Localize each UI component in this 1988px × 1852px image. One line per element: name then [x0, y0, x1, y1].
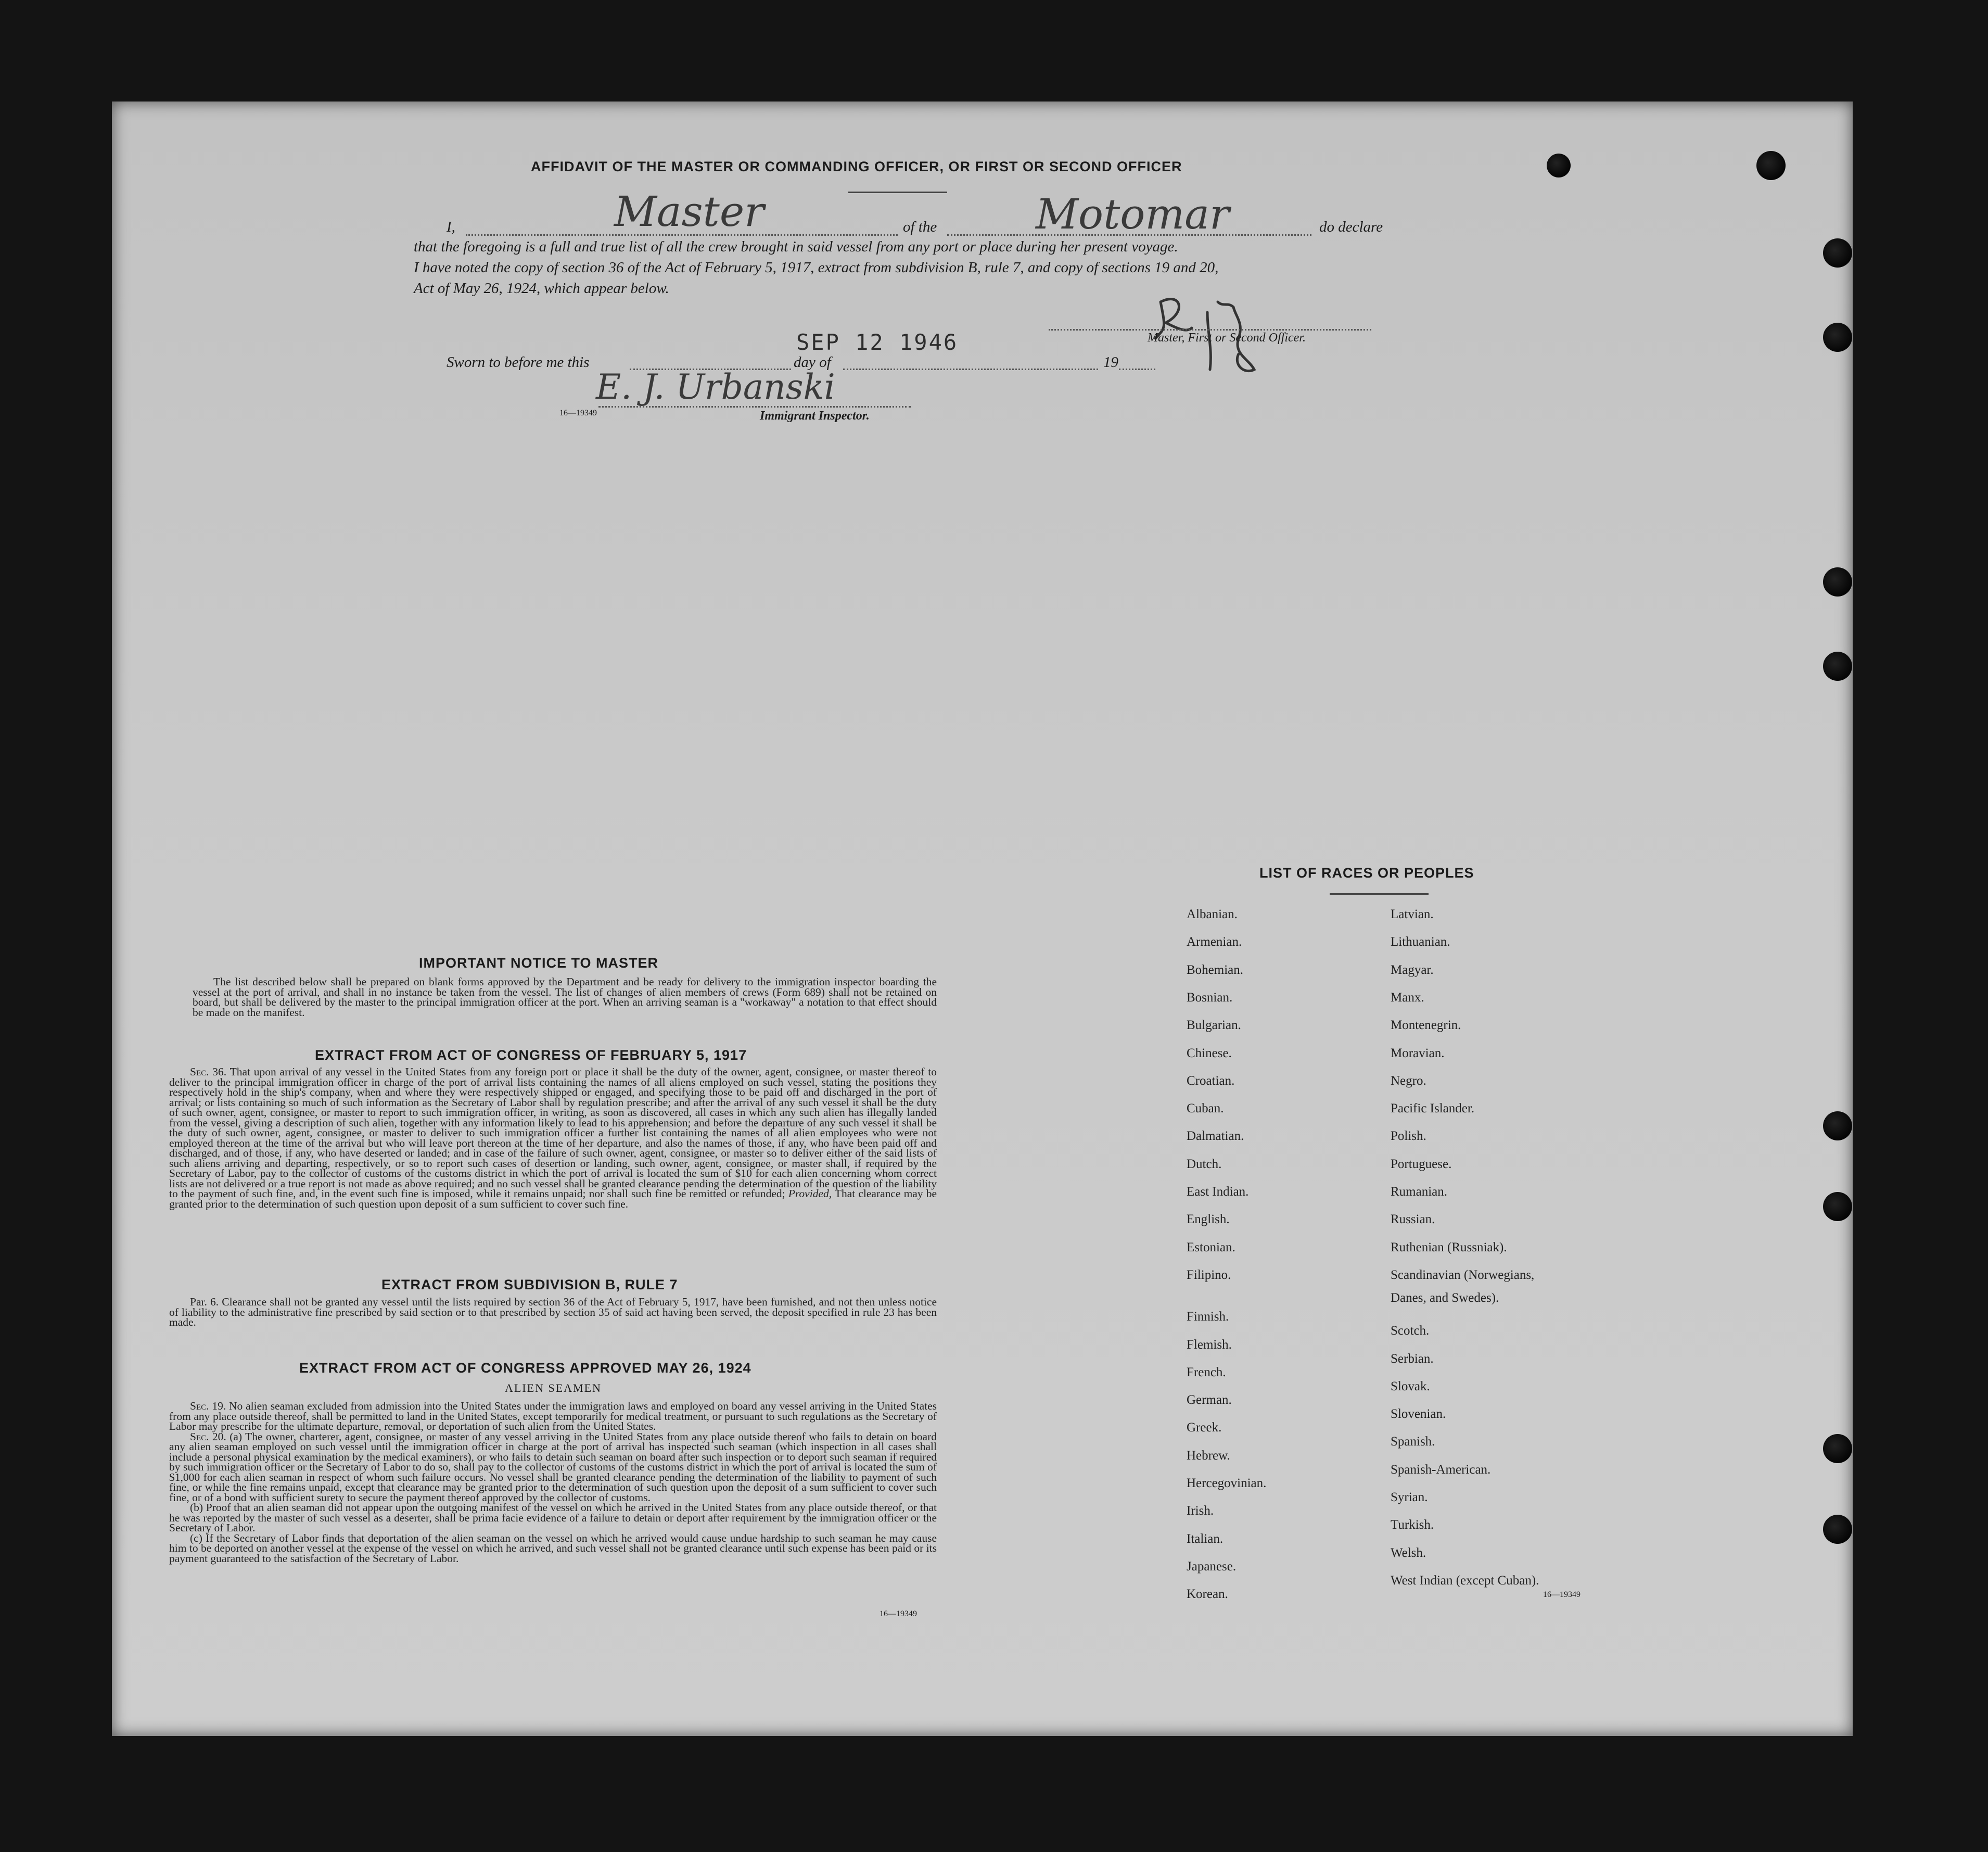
- handwritten-rank: Master: [614, 187, 764, 236]
- form-number-bottom: 16—19349: [880, 1609, 917, 1618]
- race-item: Estonian.: [1187, 1240, 1235, 1254]
- sworn-year-blank: [1119, 369, 1155, 370]
- binder-hole: [1547, 154, 1571, 177]
- race-item: Irish.: [1187, 1504, 1214, 1518]
- race-item: Spanish-American.: [1391, 1462, 1491, 1477]
- race-item: Chinese.: [1187, 1046, 1232, 1060]
- race-item: Scotch.: [1391, 1324, 1430, 1338]
- sec20a-paragraph: [169, 1432, 937, 1503]
- sworn-month-blank: [843, 369, 1098, 370]
- sec20b-paragraph: (b) Proof that an alien seaman did not appear upon the outgoing manifest of the vessel on which he arrived in the United States from any place outside thereof, or that he was reported by the master of such vessel as a deserter, shall be prima facie evidence of a failure to detain or deport after requirement by the immigration officer or the Secretary of Labor.: [169, 1501, 937, 1534]
- race-item: Finnish.: [1187, 1310, 1229, 1324]
- race-item: Moravian.: [1391, 1046, 1445, 1060]
- handwritten-vessel: Motomar: [1036, 190, 1230, 238]
- race-item: Japanese.: [1187, 1559, 1237, 1574]
- race-item: Flemish.: [1187, 1337, 1232, 1352]
- binder-hole: [1823, 567, 1852, 597]
- race-item: Polish.: [1391, 1129, 1426, 1144]
- notice-text: [193, 977, 937, 1018]
- binder-hole: [1756, 151, 1786, 180]
- extract-1917-title: EXTRACT FROM ACT OF CONGRESS OF FEBRUARY 5, 1917: [315, 1047, 747, 1063]
- affidavit-line1-prefix: I,: [447, 219, 455, 235]
- race-item: Cuban.: [1187, 1101, 1224, 1116]
- inspector-caption: Immigrant Inspector.: [760, 409, 870, 423]
- signature-line: [1049, 329, 1371, 331]
- affidavit-title: AFFIDAVIT OF THE MASTER OR COMMANDING OFFICER, OR FIRST OR SECOND OFFICER: [531, 159, 1182, 174]
- sworn-year: 19: [1103, 354, 1118, 371]
- race-item: Pacific Islander.: [1391, 1101, 1475, 1116]
- affidavit-line3: I have noted the copy of section 36 of the Act of February 5, 1917, extract from subdivision B, rule 7, and copy of sections 19 and 20,: [414, 259, 1219, 276]
- race-item: Armenian.: [1187, 935, 1242, 949]
- race-item: Croatian.: [1187, 1073, 1235, 1088]
- race-item: Scandinavian (Norwegians,: [1391, 1267, 1535, 1282]
- extract-1924-text: [169, 1401, 937, 1564]
- subdivision-text: [169, 1297, 937, 1328]
- race-item: Bosnian.: [1187, 990, 1233, 1005]
- sec20a-text: (a) The owner, charterer, agent, consignee, or master of any vessel arriving in the United States from any place outside thereof who fails to detain on board any alien seaman employed on such vessel until the immigration officer in charge at the port of arrival has inspected such seaman (which inspection in all cases shall include a personal physical examination by the medical examiners), or who fails to detain such seaman on board after such inspection or to deport such seaman if required by such immigration officer or the Secretary of Labor to do so, shall pay to the collector of customs of the customs district in which the port of arrival is located the sum of $1,000 for each alien seaman in respect of whom such failure occurs. No vessel shall be granted clearance pending the determination of the liability to payment of such fine, or while the fine remains unpaid, except that clearance may be granted prior to the determination of such question upon the deposit of a sum sufficient to cover such fine, or of a bond with sufficient surety to secure the payment thereof approved by the collector of customs.: [169, 1430, 937, 1504]
- race-item: Portuguese.: [1391, 1157, 1452, 1171]
- race-item: West Indian (except Cuban).: [1391, 1573, 1539, 1588]
- race-item: Italian.: [1187, 1531, 1224, 1546]
- binder-hole: [1823, 1192, 1852, 1221]
- binder-hole: [1823, 652, 1852, 681]
- alien-seamen-subtitle: ALIEN SEAMEN: [505, 1381, 602, 1394]
- race-item: Syrian.: [1391, 1490, 1428, 1504]
- affidavit-line1-suffix: do declare: [1319, 219, 1383, 235]
- sec19-text: No alien seaman excluded from admission into the United States under the immigration laws and employed on board any vessel arriving in the United States from any place outside thereof, shall be permitted to land in the United States, except temporarily for medical treatment, or pursuant to such regulations as the Secretary of Labor may prescribe for the ultimate departure, removal, or deportation of such alien from the United States.: [169, 1400, 937, 1432]
- sec36-paragraph: [169, 1067, 937, 1209]
- sec36-text: That upon arrival of any vessel in the United States from any foreign port or place it shall be the duty of the owner, agent, consignee, or master thereof to deliver to the principal immigration officer in charge of the port of arrival lists containing the names of all aliens employed on such vessel, stating the positions they respectively hold in the ship's company, when and where they were respectively shipped or engaged, and specifying those to be paid off and discharged in the port of arrival; or lists containing so much of such information as the Secretary of Labor shall by regulation prescribe; and after the arrival of any such vessel it shall be the duty of such owner, agent, consignee, or master to report to such immigration officer, in writing, as soon as discovered, all cases in which any such alien has illegally landed from the vessel, giving a description of such alien, together with any information likely to lead to his apprehension; and before the departure of any such vessel it shall be the duty of such owner, agent, consignee, or master to deliver to such immigration officer a further list containing the names of all alien employees who were not employed thereon at the time of the arrival but who will leave port thereon at the time of her departure, and also the names of those, if any, who have been paid off and discharged, and of those, if any, who have deserted or landed; and in case of the failure of such owner, agent, consignee, or master so to deliver either of the said lists of such aliens arriving and departing, respectively, or so to report such cases of desertion or landing, such owner, agent, consignee, or master shall, if required by the Secretary of Labor, pay to the collector of customs of the customs district in which the port of arrival is located the sum of $10 for each alien concerning whom correct lists are not delivered or a true report is not made as above required; and no such vessel shall be granted clearance pending the determination of the question of the liability to the payment of such fine, and, in the event such fine is imposed, while it remains unpaid; nor shall such fine be remitted or refunded;: [169, 1065, 937, 1200]
- binder-hole: [1823, 1111, 1852, 1140]
- race-item: Negro.: [1391, 1073, 1426, 1088]
- race-item: Albanian.: [1187, 907, 1238, 921]
- sworn-prefix: Sworn to before me this: [447, 354, 590, 371]
- race-item: Greek.: [1187, 1420, 1222, 1435]
- inspector-signature: E. J. Urbanski: [596, 367, 835, 407]
- races-rule: [1330, 893, 1429, 895]
- affidavit-line1-mid: of the: [903, 219, 937, 235]
- affidavit-line2: that the foregoing is a full and true list of all the crew brought in said vessel from any port or place during her present voyage.: [414, 238, 1178, 255]
- race-item: Magyar.: [1391, 962, 1434, 977]
- form-number-top: 16—19349: [559, 409, 597, 417]
- binder-hole: [1823, 323, 1852, 352]
- binder-hole: [1823, 1515, 1852, 1544]
- sec20c-paragraph: (c) If the Secretary of Labor finds that deportation of the alien seaman on the vessel on which he arrived would cause undue hardship to such seaman he may cause him to be deported on another vessel at the expense of the vessel on which he arrived, and such vessel shall not be granted clearance until such expense has been paid or its payment guaranteed to the satisfaction of the Secretary of Labor.: [169, 1531, 937, 1565]
- race-item: East Indian.: [1187, 1185, 1249, 1199]
- race-item: Serbian.: [1391, 1351, 1434, 1366]
- subdivision-title: EXTRACT FROM SUBDIVISION B, RULE 7: [381, 1277, 678, 1292]
- notice-title: IMPORTANT NOTICE TO MASTER: [419, 955, 658, 971]
- race-item: Turkish.: [1391, 1518, 1434, 1532]
- race-item: Slovak.: [1391, 1379, 1430, 1393]
- form-number-races: 16—19349: [1543, 1590, 1581, 1599]
- race-item: Dalmatian.: [1187, 1129, 1244, 1144]
- race-item: Bulgarian.: [1187, 1018, 1241, 1033]
- races-title: LIST OF RACES OR PEOPLES: [1259, 865, 1474, 881]
- race-item: Montenegrin.: [1391, 1018, 1461, 1033]
- race-item: French.: [1187, 1365, 1226, 1379]
- sec36-text-end: That clearance may be granted prior to the determination of such question upon deposit of a sum sufficient to cover such fine.: [169, 1187, 937, 1210]
- race-item: Lithuanian.: [1391, 935, 1450, 949]
- race-item: Korean.: [1187, 1587, 1228, 1602]
- title-rule: [848, 192, 947, 193]
- race-item: Manx.: [1391, 990, 1424, 1005]
- signature-caption: Master, First or Second Officer.: [1148, 331, 1306, 345]
- binder-hole: [1823, 1434, 1852, 1463]
- binder-hole: [1823, 238, 1852, 268]
- race-item: Latvian.: [1391, 907, 1434, 921]
- sec19-label: Sec. 19.: [190, 1400, 226, 1412]
- affidavit-line4: Act of May 26, 1924, which appear below.: [414, 280, 669, 297]
- race-item: Bohemian.: [1187, 962, 1244, 977]
- race-item: German.: [1187, 1393, 1232, 1407]
- race-item: Filipino.: [1187, 1267, 1231, 1282]
- date-stamp: SEP 12 1946: [796, 329, 959, 355]
- sec20-label: Sec. 20.: [190, 1430, 226, 1443]
- sec36-label: Sec. 36.: [190, 1065, 227, 1078]
- extract-1917-text: [169, 1067, 937, 1209]
- race-item: Rumanian.: [1391, 1185, 1448, 1199]
- race-item: Slovenian.: [1391, 1407, 1446, 1422]
- race-item: Hebrew.: [1187, 1448, 1230, 1463]
- extract-1924-title: EXTRACT FROM ACT OF CONGRESS APPROVED MAY 26, 1924: [299, 1360, 751, 1376]
- race-item: Spanish.: [1391, 1435, 1435, 1449]
- race-scandinavian-continued: Danes, and Swedes).: [1391, 1291, 1499, 1305]
- proviso-label: Provided,: [788, 1187, 832, 1200]
- sec19-paragraph: [169, 1401, 937, 1432]
- race-item: Welsh.: [1391, 1545, 1426, 1560]
- subdivision-paragraph: Par. 6. Clearance shall not be granted any vessel until the lists required by section 36 of the Act of February 5, 1917, have been furnished, and not then unless notice of liability to the administrative fine prescribed by said section or to that prescribed by section 35 of said act having been served, the deposit specified in rule 23 has been made.: [169, 1296, 937, 1328]
- notice-paragraph: The list described below shall be prepared on blank forms approved by the Department and be ready for delivery to the immigration inspector boarding the vessel at the port of arrival, and shall in no instance be taken from the vessel. The list of changes of alien members of crews (Form 689) shall not be retained on board, but shall be delivered by the master to the principal immigration officer at the port. When an arriving seaman is a "workaway" a notation to that effect should be made on the manifest.: [193, 975, 937, 1019]
- sworn-day: day of: [794, 354, 831, 371]
- race-item: Ruthenian (Russniak).: [1391, 1240, 1507, 1254]
- race-item: Dutch.: [1187, 1157, 1222, 1171]
- inspector-line: [598, 406, 911, 408]
- race-item: Russian.: [1391, 1212, 1435, 1227]
- race-item: English.: [1187, 1212, 1230, 1227]
- race-item: Hercegovinian.: [1187, 1476, 1267, 1490]
